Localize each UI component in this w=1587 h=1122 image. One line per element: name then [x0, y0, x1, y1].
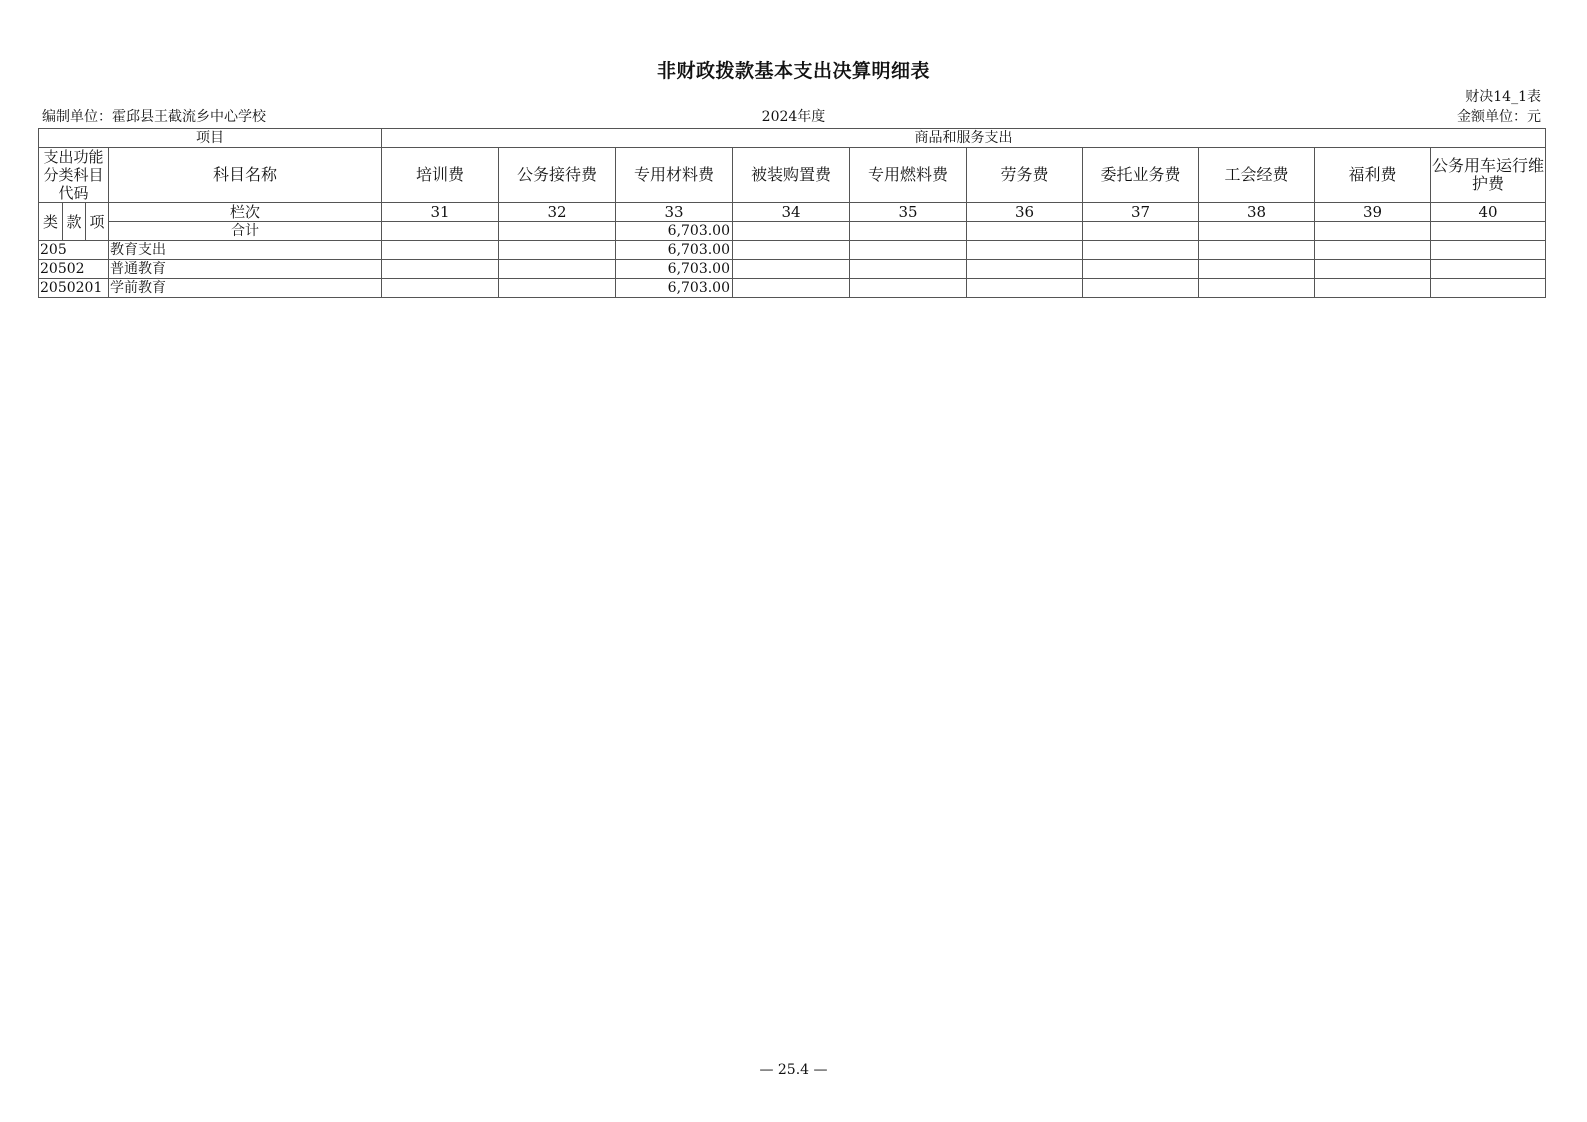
goods-services-header: 商品和服务支出	[382, 129, 1546, 148]
amount-cell	[499, 241, 616, 260]
amount-cell	[382, 241, 499, 260]
column-number: 34	[733, 203, 850, 222]
column-header: 委托业务费	[1083, 148, 1199, 203]
column-number: 40	[1431, 203, 1546, 222]
total-value	[850, 222, 967, 241]
page-number: — 25.4 —	[759, 1062, 828, 1078]
item-header: 项	[86, 203, 109, 241]
subject-code: 2050201	[39, 279, 109, 298]
report-year: 2024年度	[761, 109, 826, 125]
column-header: 公务接待费	[499, 148, 616, 203]
total-value: 6,703.00	[616, 222, 733, 241]
table-row	[39, 241, 1546, 260]
column-header: 公务用车运行维护费	[1431, 148, 1546, 203]
amount-cell	[733, 279, 850, 298]
amount-cell	[382, 279, 499, 298]
amount-cell	[733, 260, 850, 279]
amount-cell	[967, 279, 1083, 298]
amount-cell	[733, 241, 850, 260]
column-header: 培训费	[382, 148, 499, 203]
money-unit: 金额单位：元	[1457, 109, 1541, 125]
column-number: 37	[1083, 203, 1199, 222]
column-number: 38	[1199, 203, 1315, 222]
subject-name: 学前教育	[109, 279, 382, 298]
class-header: 类	[39, 203, 63, 241]
total-value	[1083, 222, 1199, 241]
section-header: 款	[63, 203, 86, 241]
amount-cell	[1315, 279, 1431, 298]
amount-cell: 6,703.00	[616, 241, 733, 260]
amount-cell	[967, 260, 1083, 279]
amount-cell	[850, 260, 967, 279]
total-value	[382, 222, 499, 241]
subject-name: 教育支出	[109, 241, 382, 260]
amount-cell	[850, 241, 967, 260]
amount-cell	[382, 260, 499, 279]
column-number: 32	[499, 203, 616, 222]
amount-cell	[1083, 260, 1199, 279]
amount-cell	[1431, 241, 1546, 260]
amount-cell	[499, 260, 616, 279]
column-header: 被装购置费	[733, 148, 850, 203]
amount-cell	[1431, 279, 1546, 298]
expenditure-table	[38, 128, 1546, 298]
column-header: 专用燃料费	[850, 148, 967, 203]
amount-cell	[967, 241, 1083, 260]
total-label: 合计	[109, 222, 382, 241]
amount-cell	[1083, 279, 1199, 298]
amount-cell	[1199, 260, 1315, 279]
amount-cell: 6,703.00	[616, 279, 733, 298]
column-header: 福利费	[1315, 148, 1431, 203]
column-header: 工会经费	[1199, 148, 1315, 203]
column-header: 劳务费	[967, 148, 1083, 203]
amount-cell: 6,703.00	[616, 260, 733, 279]
column-number-label: 栏次	[109, 203, 382, 222]
amount-cell	[1315, 241, 1431, 260]
total-value	[1199, 222, 1315, 241]
total-value	[1315, 222, 1431, 241]
project-header: 项目	[39, 129, 382, 148]
amount-cell	[499, 279, 616, 298]
table-row	[39, 279, 1546, 298]
table-row	[39, 260, 1546, 279]
total-value	[1431, 222, 1546, 241]
column-number: 39	[1315, 203, 1431, 222]
form-code: 财决14_1表	[1465, 89, 1541, 105]
total-value	[967, 222, 1083, 241]
column-number: 33	[616, 203, 733, 222]
column-number: 35	[850, 203, 967, 222]
total-value	[499, 222, 616, 241]
column-number: 36	[967, 203, 1083, 222]
amount-cell	[1431, 260, 1546, 279]
column-number: 31	[382, 203, 499, 222]
reporting-unit: 编制单位：霍邱县王截流乡中心学校	[42, 109, 266, 125]
subject-code: 205	[39, 241, 109, 260]
amount-cell	[1315, 260, 1431, 279]
subject-code: 20502	[39, 260, 109, 279]
amount-cell	[850, 279, 967, 298]
function-code-header: 支出功能分类科目代码	[39, 148, 109, 203]
subject-name: 普通教育	[109, 260, 382, 279]
amount-cell	[1083, 241, 1199, 260]
subject-name-header: 科目名称	[109, 148, 382, 203]
amount-cell	[1199, 279, 1315, 298]
page-title: 非财政拨款基本支出决算明细表	[656, 60, 930, 82]
amount-cell	[1199, 241, 1315, 260]
column-header: 专用材料费	[616, 148, 733, 203]
total-value	[733, 222, 850, 241]
